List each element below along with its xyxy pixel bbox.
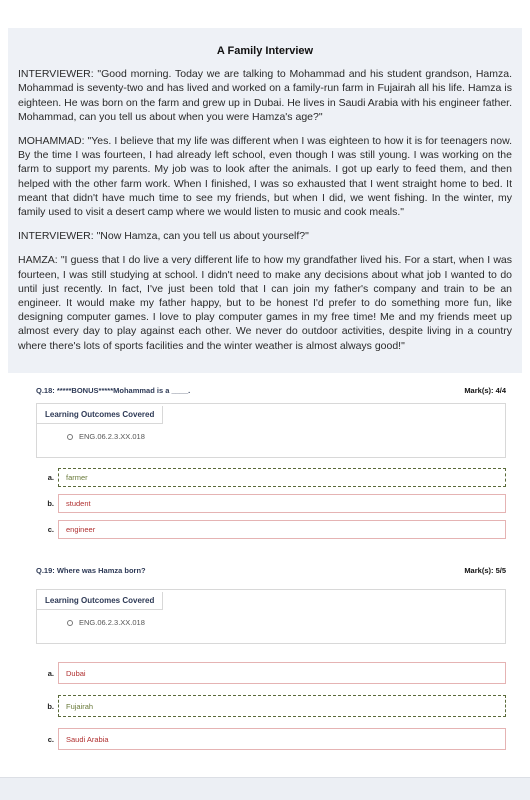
passage-paragraph-interviewer-intro: INTERVIEWER: "Good morning. Today we are talking to Mohammad and his student grandson, Hamza. Mohammad is seventy-two and has lived and worked on a family-run farm in Fujairah all his life. Hamza is eighteen. He was born on the farm and grew up in Dubai. He lives in Saudi Arabia with his engineer father. Mohammad, can you tell us about when you were Hamza's age?" bbox=[18, 68, 512, 123]
option-text: farmer bbox=[66, 473, 88, 482]
outcome-code: ENG.06.2.3.XX.018 bbox=[79, 618, 145, 627]
question-header bbox=[36, 566, 506, 575]
bottom-bar bbox=[0, 777, 530, 800]
option-letter: b. bbox=[47, 701, 54, 711]
answer-options bbox=[36, 468, 506, 539]
question-marks: Mark(s): 4/4 bbox=[464, 386, 506, 395]
option-box[interactable] bbox=[58, 494, 506, 513]
option-box-selected[interactable] bbox=[58, 468, 506, 487]
question-text: Q.19: Where was Hamza born? bbox=[36, 566, 146, 575]
passage-paragraph-interviewer-question: INTERVIEWER: "Now Hamza, can you tell us about yourself?" bbox=[18, 230, 309, 243]
option-text: student bbox=[66, 499, 91, 508]
option-text: engineer bbox=[66, 525, 96, 534]
learning-outcome-item bbox=[37, 610, 505, 643]
option-letter: a. bbox=[47, 668, 54, 678]
question-marks: Mark(s): 5/5 bbox=[464, 566, 506, 575]
question-card-19 bbox=[36, 566, 506, 776]
option-letter: b. bbox=[47, 499, 54, 508]
question-header bbox=[36, 386, 506, 395]
option-box[interactable] bbox=[58, 520, 506, 539]
learning-outcomes-title: Learning Outcomes Covered bbox=[37, 592, 163, 610]
option-box[interactable] bbox=[58, 662, 506, 684]
answer-option-c[interactable] bbox=[36, 520, 506, 539]
answer-option-b[interactable] bbox=[36, 695, 506, 717]
bullet-icon bbox=[67, 620, 73, 626]
passage-paragraph-hamza: HAMZA: "I guess that I do live a very different life to how my grandfather lived his. For a start, when I was fourteen, I was still studying at school. I didn't need to make any decisions about what job I wanted to do until just recently. In fact, I've just been told that I can join my father's company and train to be an engineer. It would make my father happy, but to be honest I'd prefer to do something more fun, like designing computer games. I love to play computer games in my free time! Me and my friends meet up almost every day to play against each other. We never do outdoor activities, despite living in a country where there's lots of sports facilities and the winter weather is almost always good!" bbox=[18, 254, 512, 352]
learning-outcome-item bbox=[37, 424, 505, 457]
answer-options bbox=[36, 662, 506, 750]
option-letter: c. bbox=[47, 525, 54, 534]
learning-outcomes-box bbox=[36, 589, 506, 644]
option-letter: c. bbox=[47, 734, 54, 744]
bullet-icon bbox=[67, 434, 73, 440]
question-text: Q.18: *****BONUS*****Mohammad is a ____. bbox=[36, 386, 191, 395]
question-card-18 bbox=[36, 386, 506, 554]
answer-option-a[interactable] bbox=[36, 468, 506, 487]
option-box[interactable] bbox=[58, 728, 506, 750]
passage-title: A Family Interview bbox=[216, 45, 314, 57]
learning-outcomes-box bbox=[36, 403, 506, 458]
outcome-code: ENG.06.2.3.XX.018 bbox=[79, 432, 145, 441]
option-text: Dubai bbox=[66, 668, 86, 678]
answer-option-a[interactable] bbox=[36, 662, 506, 684]
option-box-selected[interactable] bbox=[58, 695, 506, 717]
option-letter: a. bbox=[47, 473, 54, 482]
passage-paragraph-mohammad: MOHAMMAD: "Yes. I believe that my life was different when I was eighteen to how it is for teenagers now. By the time I was fourteen, I had already left school, even though I was still young. I was working on the farm to support my parents. My job was to look after the animals. I got up early to feed them, and then helped with the other farm work. When I finished, I was so exhausted that I went straight home to bed. It meant that didn't have much time to see my friends, but when I did, we went fishing. In the winter, my family used to visit a desert camp where we would listen to music and cook meals." bbox=[18, 135, 512, 219]
answer-option-b[interactable] bbox=[36, 494, 506, 513]
option-text: Saudi Arabia bbox=[66, 734, 109, 744]
option-text: Fujairah bbox=[66, 701, 94, 711]
learning-outcomes-title: Learning Outcomes Covered bbox=[37, 406, 163, 424]
reading-passage bbox=[8, 28, 522, 373]
answer-option-c[interactable] bbox=[36, 728, 506, 750]
